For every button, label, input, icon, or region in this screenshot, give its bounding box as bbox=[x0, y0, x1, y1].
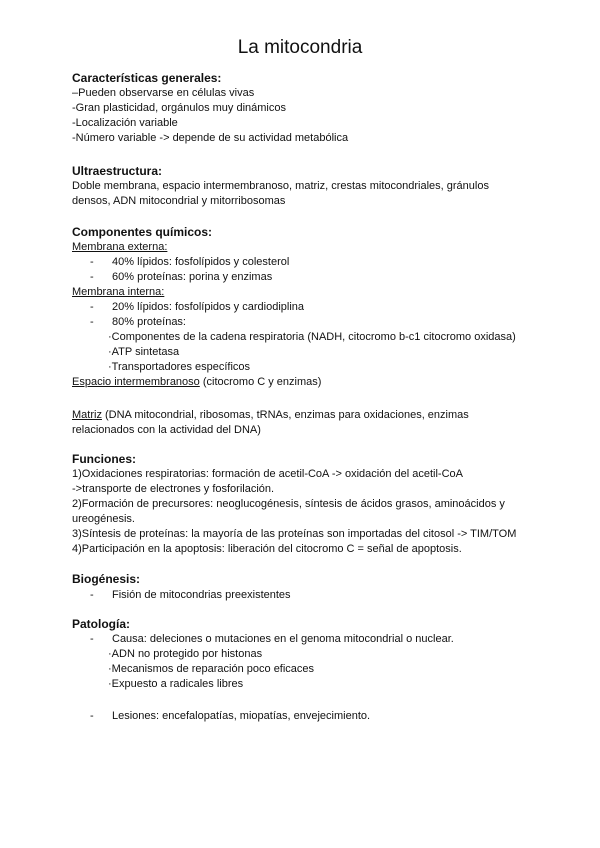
section-matriz bbox=[72, 408, 542, 438]
text-line: 2)Formación de precursores: neoglucogénesis, síntesis de ácidos grasos, aminoácidos y bbox=[72, 498, 505, 510]
list-item bbox=[72, 300, 542, 315]
text-line: 3)Síntesis de proteínas: la mayoría de las proteínas son importadas del citosol -> TIM/TOM bbox=[72, 528, 517, 540]
list-item-text: 20% lípidos: fosfolípidos y cardiodiplina bbox=[112, 301, 305, 313]
text-line: -Número variable -> depende de su actividad metabólica bbox=[72, 132, 349, 144]
section-funciones bbox=[72, 452, 542, 557]
espacio-text: (citocromo C y enzimas) bbox=[199, 376, 322, 388]
section-quimicos bbox=[72, 225, 542, 390]
text-line: densos, ADN mitocondrial y mitorribosomas bbox=[72, 195, 286, 207]
bullet-dash: - bbox=[90, 271, 94, 283]
text-line: –Pueden observarse en células vivas bbox=[72, 87, 255, 99]
text-line: -Localización variable bbox=[72, 117, 178, 129]
bullet-dash: - bbox=[90, 633, 94, 645]
list-item bbox=[72, 709, 542, 724]
list-item bbox=[72, 632, 542, 647]
espacio-line bbox=[72, 375, 542, 390]
matriz-line bbox=[72, 408, 542, 423]
list-item-text: Causa: deleciones o mutaciones en el genoma mitocondrial o nuclear. bbox=[112, 633, 454, 645]
list-item bbox=[72, 588, 542, 603]
list-item bbox=[72, 270, 542, 285]
bullet-dash: - bbox=[90, 589, 94, 601]
sub-item: ·Expuesto a radicales libres bbox=[108, 678, 244, 690]
list-item-text: Lesiones: encefalopatías, miopatías, envejecimiento. bbox=[112, 710, 371, 722]
sub-item: ·Componentes de la cadena respiratoria (NADH, citocromo b-c1 citocromo oxidasa) bbox=[108, 331, 516, 343]
label-matriz: Matriz bbox=[72, 409, 102, 421]
heading-ultra: Ultraestructura: bbox=[72, 164, 163, 178]
label-membrana-interna: Membrana interna: bbox=[72, 286, 165, 298]
list-item bbox=[72, 315, 542, 330]
page-title: La mitocondria bbox=[237, 37, 363, 58]
list-item-text: Fisión de mitocondrias preexistentes bbox=[112, 589, 291, 601]
text-line: 4)Participación en la apoptosis: liberación del citocromo C = señal de apoptosis. bbox=[72, 543, 462, 555]
text-line: relacionados con la actividad del DNA) bbox=[72, 424, 261, 436]
section-patologia bbox=[72, 617, 542, 724]
heading-patologia: Patología: bbox=[72, 617, 131, 631]
list-item-text: 60% proteínas: porina y enzimas bbox=[112, 271, 273, 283]
heading-biogenesis: Biogénesis: bbox=[72, 572, 141, 586]
list-item-text: 40% lípidos: fosfolípidos y colesterol bbox=[112, 256, 290, 268]
sub-item: ·ADN no protegido por histonas bbox=[108, 648, 263, 660]
sub-item: ·Mecanismos de reparación poco eficaces bbox=[108, 663, 315, 675]
matriz-text: (DNA mitocondrial, ribosomas, tRNAs, enzimas para oxidaciones, enzimas bbox=[101, 409, 469, 421]
text-line: 1)Oxidaciones respiratorias: formación de acetil-CoA -> oxidación del acetil-CoA bbox=[72, 468, 463, 480]
text-line: Doble membrana, espacio intermembranoso, matriz, crestas mitocondriales, gránulos bbox=[72, 180, 489, 192]
text-line: ->transporte de electrones y fosforilación. bbox=[72, 483, 275, 495]
label-espacio: Espacio intermembranoso bbox=[72, 376, 200, 388]
section-ultra bbox=[72, 164, 542, 209]
section-biogenesis bbox=[72, 572, 542, 603]
bullet-dash: - bbox=[90, 256, 94, 268]
bullet-dash: - bbox=[90, 710, 94, 722]
heading-general: Características generales: bbox=[72, 71, 222, 85]
bullet-dash: - bbox=[90, 301, 94, 313]
text-line: -Gran plasticidad, orgánulos muy dinámicos bbox=[72, 102, 286, 114]
heading-funciones: Funciones: bbox=[72, 452, 137, 466]
sub-item: ·ATP sintetasa bbox=[108, 346, 180, 358]
heading-quimicos: Componentes químicos: bbox=[72, 225, 213, 239]
text-line: ureogénesis. bbox=[72, 513, 135, 525]
sub-item: ·Transportadores específicos bbox=[108, 361, 251, 373]
label-membrana-externa: Membrana externa: bbox=[72, 241, 168, 253]
list-item bbox=[72, 255, 542, 270]
bullet-dash: - bbox=[90, 316, 94, 328]
list-item-text: 80% proteínas: bbox=[112, 316, 186, 328]
section-general bbox=[72, 71, 542, 146]
